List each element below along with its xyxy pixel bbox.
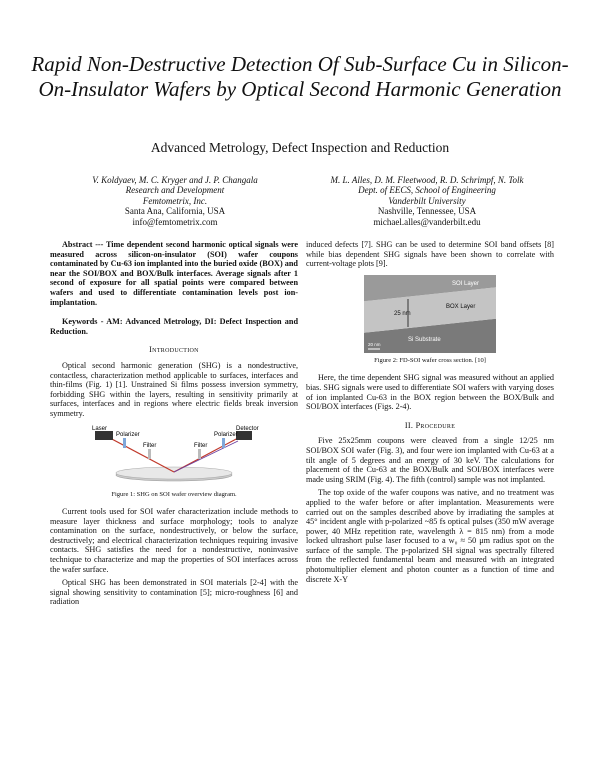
label-scale: 20 nm [368, 341, 381, 347]
label-soi-layer: SOI Layer [452, 280, 480, 287]
author-org: Vanderbilt University [388, 195, 466, 206]
abstract: Abstract --- Time dependent second harmonic optical signals were measured across silicon-on-insulator (SOI) wafer coupons contaminated by Cu-63 ion implanted into the buried oxide (BOX) and near the SOI/BOX and BOX/Bulk interfaces. Average signals after 1 second of exposure for all spatial points were compared between wafers and used to differentiate contamination levels post ion-implantation. [50, 240, 298, 307]
polarizer-right-icon [222, 438, 225, 448]
paper-title: Rapid Non-Destructive Detection Of Sub-Surface Cu in Silicon-On-Insulator Wafers by Optical Second Harmonic Generation [31, 52, 569, 101]
label-polarizer-right: Polarizer [214, 431, 238, 438]
author-names: V. Koldyaev, M. C. Kryger and J. P. Changala [92, 175, 258, 185]
label-filter-right: Filter [194, 442, 208, 449]
right-paragraph-4: The top oxide of the wafer coupons was native, and no treatment was applied to the wafer before or after implantation. Measurements were carried out on the samples described above by irradiating the samples at 45° incident angle with p-polarized ~85 fs optical pulses (350 mW average power, 40 MHz repetition rate, wavelength λ = 815 nm) from a mode locked ultrashort pulse laser focused to a w₀ ≈ 50 μm radius spot on the surface of the sample. The p-polarized SH signal was spectrally filtered from the reflected fundamental beam and measured with an integrated photomultiplier element and photon counter as a function of time and discrete X-Y [306, 488, 554, 584]
filter-right-icon [198, 449, 201, 459]
label-laser: Laser [92, 425, 108, 432]
author-block-right [302, 175, 552, 227]
label-box-layer: BOX Layer [446, 303, 476, 310]
author-names: M. L. Alles, D. M. Fleetwood, R. D. Schrimpf, N. Tolk [330, 175, 524, 185]
paper-subtitle: Advanced Metrology, Defect Inspection and Reduction [150, 140, 450, 155]
laser-icon [95, 431, 113, 440]
right-paragraph-2: Here, the time dependent SHG signal was measured without an applied bias. SHG signals were used to differentiate SOI wafers with varying doses of ion implanted Cu-63 in the BOX region between the BOX/Bulk and SOI/BOX interfaces (Figs. 2-4). [306, 373, 554, 412]
figure-1-caption: Figure 1: SHG on SOI wafer overview diagram. [111, 490, 237, 498]
section-heading-procedure: II. Procedure [404, 420, 456, 430]
detector-icon [236, 431, 252, 440]
label-filter-left: Filter [143, 442, 157, 449]
label-polarizer-left: Polarizer [116, 431, 140, 438]
author-org: Femtometrix, Inc. [142, 195, 208, 206]
right-paragraph-3: Five 25x25mm coupons were cleaved from a single 12/25 nm SOI/BOX SOI wafer (Fig. 3), and four were ion implanted with Cu-63 at a tilt angle of 5 degrees and an energy of 30 keV. The calculations for placement of the Cu-63 at the BOX/Bulk and SOI/BOX interfaces were made using SRIM (Fig. 4). The fifth (control) sample was not implanted. [306, 436, 554, 484]
author-city: Nashville, Tennessee, USA [377, 206, 477, 217]
author-dept: Dept. of EECS, School of Engineering [358, 185, 496, 196]
figure-1-shg-diagram [50, 425, 298, 487]
intro-paragraph-2: Current tools used for SOI wafer characterization include methods to measure layer thickness and surface morphology; tools to analyze contamination on the surface, nondestructively, or below the surface, destructively; and electrical characterization techniques requiring invasive contacts. SHG satisfies the need for a nondestructive, noninvasive technique to characterize and map the properties of SOI interfaces across the wafer surface. [50, 507, 298, 574]
author-email: info@femtometrix.com [132, 216, 218, 227]
author-city: Santa Ana, California, USA [124, 206, 226, 217]
incident-beam [108, 437, 174, 472]
figure-2-caption: Figure 2: FD-SOI wafer cross section. [10] [374, 356, 486, 364]
author-block-left [50, 175, 300, 227]
intro-paragraph-3: Optical SHG has been demonstrated in SOI materials [2-4] with the signal showing sensitivity to contamination [5]; micro-roughness [6] and radiation [50, 578, 298, 607]
right-column [306, 240, 554, 588]
label-substrate: Si Substrate [408, 336, 441, 343]
author-email: michael.alles@vanderbilt.edu [373, 216, 481, 227]
section-heading-introduction: Introduction [149, 345, 199, 355]
author-dept: Research and Development [125, 185, 225, 196]
filter-left-icon [148, 449, 151, 459]
polarizer-left-icon [123, 438, 126, 448]
intro-paragraph-1: Optical second harmonic generation (SHG) is a nondestructive, contactless, characterization method applicable to surfaces, interfaces and thin-films (Fig. 1) [1]. Unstrained Si films possess inversion symmetry, forbidding SHG within the layers, resulting in sensitivity primarily at surfaces, interfaces and in regions where electric fields break inversion symmetry. [50, 360, 298, 418]
right-paragraph-1: induced defects [7]. SHG can be used to determine SOI band offsets [8] while bias dependent SHG signals have been shown to correlate with current-voltage plots [9]. [306, 240, 554, 269]
label-thickness: 25 nm [394, 310, 411, 317]
figure-2-tem-cross-section [364, 275, 496, 353]
label-detector: Detector [236, 425, 259, 432]
left-column [50, 240, 298, 611]
keywords: Keywords - AM: Advanced Metrology, DI: Defect Inspection and Reduction. [50, 317, 298, 336]
